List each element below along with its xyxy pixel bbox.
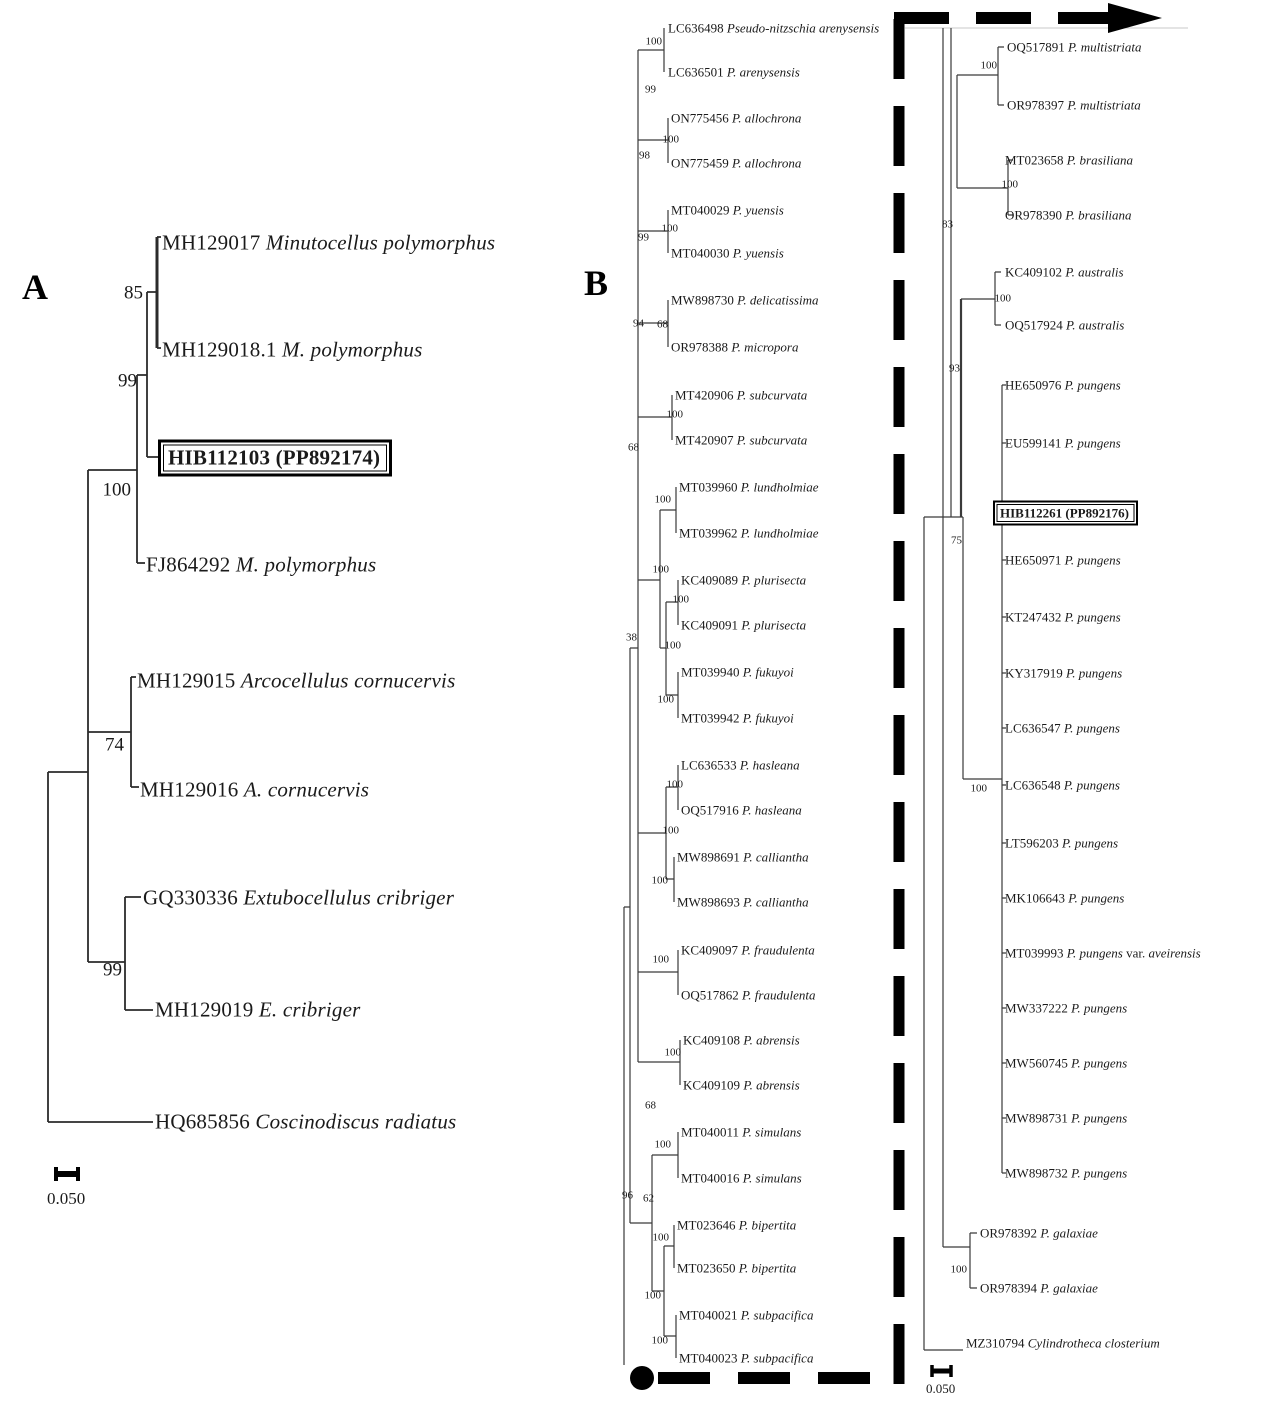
- taxon-label: [671, 112, 801, 125]
- species-name: P. pungens: [1066, 665, 1123, 681]
- accession-number: MK106643: [1005, 890, 1065, 906]
- accession-number: GQ330336: [143, 885, 238, 910]
- bootstrap-value: 100: [645, 35, 662, 48]
- taxon-label: [683, 1034, 800, 1047]
- taxon-label: [681, 574, 806, 587]
- accession-number: MT040023: [679, 1350, 738, 1366]
- taxon-label: [679, 481, 819, 494]
- taxon-label: [1005, 209, 1132, 222]
- accession-number: HQ685856: [155, 1109, 250, 1134]
- species-name: P. pungens: [1071, 1000, 1128, 1016]
- accession-number: MH129018.1: [162, 337, 277, 362]
- accession-number: MT039940: [681, 664, 740, 680]
- continuation-start-dot: [630, 1366, 654, 1390]
- taxon-label: [671, 341, 798, 354]
- taxon-label: [155, 997, 361, 1022]
- accession-number: LC636501: [668, 64, 724, 80]
- bootstrap-value: 100: [654, 493, 671, 506]
- taxon-label: [675, 389, 807, 402]
- accession-number: LT596203: [1005, 835, 1059, 851]
- taxon-label: [1005, 266, 1124, 279]
- accession-number: OQ517891: [1007, 39, 1065, 55]
- bootstrap-value: 100: [662, 133, 679, 146]
- bootstrap-value: 100: [664, 639, 681, 652]
- accession-number: MT040011: [681, 1124, 740, 1140]
- taxon-label: [1005, 1112, 1127, 1125]
- taxon-label: [675, 434, 807, 447]
- bootstrap-value: 38: [626, 631, 637, 644]
- accession-number: LC636547: [1005, 720, 1061, 736]
- accession-number: OQ517862: [681, 987, 739, 1003]
- accession-number: MT039942: [681, 710, 740, 726]
- species-name: P. pungens: [1066, 945, 1123, 961]
- species-name: P. lundholmiae: [740, 479, 819, 495]
- species-name: P. pungens: [1064, 609, 1121, 625]
- species-name: P. pungens: [1061, 835, 1119, 851]
- taxon-label: [677, 896, 809, 909]
- accession-number: MT420906: [675, 387, 734, 403]
- species-name: P. subpacifica: [740, 1350, 814, 1366]
- taxon-label: [146, 552, 377, 577]
- accession-number: KC409109: [683, 1077, 741, 1093]
- bootstrap-value: 100: [652, 953, 669, 966]
- bootstrap-value: 75: [951, 534, 962, 547]
- bootstrap-value: 100: [980, 59, 997, 72]
- species-name: P. pungens: [1064, 435, 1121, 451]
- bootstrap-value: 100: [666, 408, 683, 421]
- bootstrap-value: 94: [633, 317, 644, 330]
- panel-a-scale-label: 0.050: [47, 1189, 86, 1208]
- species-name: P. galaxiae: [1040, 1225, 1098, 1241]
- taxon-label: [1005, 554, 1121, 567]
- bootstrap-value: 100: [652, 1231, 669, 1244]
- species-name: P. plurisecta: [741, 617, 807, 633]
- species-name: A. cornucervis: [243, 777, 370, 802]
- accession-number: HE650971: [1005, 552, 1062, 568]
- panel-b-letter: B: [584, 263, 609, 303]
- accession-number: MW898730: [671, 292, 734, 308]
- accession-number: OR978397: [1007, 97, 1065, 113]
- bootstrap-value: 68: [645, 1099, 656, 1112]
- species-name: Pseudo-nitzschia arenysensis: [726, 20, 880, 36]
- bootstrap-value: 100: [657, 693, 674, 706]
- species-name: P. multistriata: [1068, 39, 1142, 55]
- species-name: P. plurisecta: [741, 572, 807, 588]
- taxon-label: [679, 1352, 813, 1365]
- bootstrap-value: 100: [651, 1334, 668, 1347]
- taxon-label: [681, 1126, 801, 1139]
- taxon-label: [1005, 379, 1121, 392]
- species-name: P. delicatissima: [737, 292, 819, 308]
- taxon-label: [162, 230, 496, 255]
- taxon-label: [980, 1227, 1098, 1240]
- taxon-label: [1005, 437, 1121, 450]
- taxon-label: [140, 777, 370, 802]
- species-name: P. fraudulenta: [741, 942, 815, 958]
- taxon-label: [1005, 1167, 1127, 1180]
- species-name: P. micropora: [731, 339, 799, 355]
- taxon-label: [1007, 41, 1141, 54]
- accession-number: LC636548: [1005, 777, 1061, 793]
- panel-b-scale-bar: [932, 1365, 951, 1377]
- accession-number: OQ517924: [1005, 317, 1063, 333]
- taxon-label: [671, 157, 801, 170]
- accession-number: MZ310794: [966, 1335, 1025, 1351]
- species-name: P. brasiliana: [1065, 207, 1132, 223]
- species-name: Extubocellulus cribriger: [243, 885, 455, 910]
- variety-connector-text: var.: [1126, 945, 1146, 961]
- taxon-label: [681, 666, 794, 679]
- taxon-label: [1005, 1057, 1127, 1070]
- taxon-label: [671, 247, 784, 260]
- species-name: Cylindrotheca closterium: [1027, 1335, 1160, 1351]
- bootstrap-value: 85: [124, 282, 143, 304]
- bootstrap-value: 100: [672, 593, 689, 606]
- accession-number: KY317919: [1005, 665, 1063, 681]
- taxon-label: [966, 1337, 1160, 1350]
- accession-number: MT420907: [675, 432, 734, 448]
- species-name: P. pungens: [1068, 890, 1125, 906]
- species-name: P. fraudulenta: [742, 987, 816, 1003]
- taxon-label: [681, 759, 800, 772]
- species-name: P. hasleana: [739, 757, 800, 773]
- bootstrap-value: 100: [666, 778, 683, 791]
- bootstrap-value: 99: [645, 83, 656, 96]
- accession-number: HIB112103 (PP892174): [168, 445, 381, 470]
- species-name: P. pungens: [1064, 377, 1121, 393]
- accession-number: KC409108: [683, 1032, 741, 1048]
- species-name: M. polymorphus: [282, 337, 423, 362]
- taxon-label: [1005, 611, 1121, 624]
- accession-number: MT023650: [677, 1260, 736, 1276]
- taxon-label: [671, 294, 818, 307]
- taxon-label: [679, 1309, 813, 1322]
- accession-number: MT040029: [671, 202, 730, 218]
- taxon-label: [681, 989, 815, 1002]
- taxon-label: [681, 1172, 802, 1185]
- species-name: P. australis: [1065, 264, 1124, 280]
- accession-number: MT039962: [679, 525, 738, 541]
- species-name: P. subpacifica: [740, 1307, 814, 1323]
- species-name: P. yuensis: [732, 202, 784, 218]
- species-name: P. galaxiae: [1040, 1280, 1098, 1296]
- accession-number: OR978392: [980, 1225, 1038, 1241]
- bootstrap-value: 99: [103, 959, 122, 981]
- bootstrap-value: 100: [1001, 178, 1018, 191]
- variety-connector: [1123, 946, 1149, 961]
- taxon-label: [162, 337, 423, 362]
- accession-number: MT023646: [677, 1217, 736, 1233]
- species-name: P. subcurvata: [736, 432, 808, 448]
- accession-number: HE650976: [1005, 377, 1062, 393]
- taxon-label: [155, 1109, 457, 1134]
- variety-name: aveirensis: [1148, 945, 1201, 961]
- species-name: P. fukuyoi: [742, 664, 794, 680]
- taxon-label: [677, 1262, 796, 1275]
- accession-number: OR978394: [980, 1280, 1038, 1296]
- taxon-label: [677, 1219, 796, 1232]
- highlighted-taxon-label: [993, 501, 1138, 526]
- bootstrap-value: 100: [102, 479, 131, 501]
- accession-number: HIB112261 (PP892176): [1000, 505, 1129, 521]
- accession-number: MW898732: [1005, 1165, 1068, 1181]
- taxon-label: [1005, 1002, 1127, 1015]
- accession-number: KC409097: [681, 942, 739, 958]
- taxon-label: [1007, 99, 1141, 112]
- accession-number: LC636533: [681, 757, 737, 773]
- taxon-label: [980, 1282, 1098, 1295]
- accession-number: MW898731: [1005, 1110, 1068, 1126]
- panel-a-letter: A: [22, 267, 48, 307]
- accession-number: MH129019: [155, 997, 254, 1022]
- accession-number: MT039993: [1005, 945, 1064, 961]
- species-name: P. simulans: [742, 1170, 802, 1186]
- accession-number: MH129016: [140, 777, 239, 802]
- species-name: P. pungens: [1071, 1165, 1128, 1181]
- species-name: P. lundholmiae: [740, 525, 819, 541]
- bootstrap-value: 62: [643, 1192, 654, 1205]
- species-name: P. subcurvata: [736, 387, 808, 403]
- taxon-label: [1005, 947, 1201, 960]
- species-name: P. pungens: [1064, 552, 1121, 568]
- species-name: P. hasleana: [742, 802, 802, 818]
- bootstrap-value: 74: [105, 734, 124, 756]
- taxon-label: [668, 66, 800, 79]
- accession-number: MT023658: [1005, 152, 1064, 168]
- species-name: E. cribriger: [258, 997, 361, 1022]
- species-name: P. bipertita: [738, 1260, 797, 1276]
- accession-number: OR978390: [1005, 207, 1063, 223]
- taxon-label: [668, 22, 879, 35]
- taxon-label: [679, 527, 819, 540]
- accession-number: FJ864292: [146, 552, 231, 577]
- bootstrap-value: 100: [970, 782, 987, 795]
- accession-number: EU599141: [1005, 435, 1062, 451]
- bootstrap-value: 100: [662, 824, 679, 837]
- taxon-label: [681, 804, 802, 817]
- bootstrap-value: 100: [664, 1046, 681, 1059]
- bootstrap-value: 100: [950, 1263, 967, 1276]
- species-name: P. allochrona: [732, 110, 802, 126]
- taxon-label: [1005, 667, 1122, 680]
- species-name: P. allochrona: [732, 155, 802, 171]
- species-name: Coscinodiscus radiatus: [255, 1109, 457, 1134]
- bootstrap-value: 100: [661, 222, 678, 235]
- species-name: P. arenysensis: [726, 64, 800, 80]
- taxon-label: [1005, 892, 1124, 905]
- bootstrap-value: 100: [994, 292, 1011, 305]
- bootstrap-value: 96: [622, 1189, 633, 1202]
- highlighted-taxon-label: [158, 440, 392, 477]
- bootstrap-value: 99: [118, 370, 137, 392]
- accession-number: ON775456: [671, 110, 729, 126]
- species-name: P. abrensis: [743, 1077, 800, 1093]
- accession-number: KC409089: [681, 572, 739, 588]
- accession-number: MT040016: [681, 1170, 740, 1186]
- species-name: M. polymorphus: [235, 552, 377, 577]
- accession-number: MT040030: [671, 245, 730, 261]
- accession-number: OR978388: [671, 339, 729, 355]
- species-name: P. simulans: [742, 1124, 802, 1140]
- accession-number: MW337222: [1005, 1000, 1068, 1016]
- bootstrap-value: 68: [657, 318, 668, 331]
- species-name: P. multistriata: [1067, 97, 1141, 113]
- bootstrap-value: 83: [942, 218, 953, 231]
- panel-a-scale-bar: [56, 1167, 78, 1181]
- taxon-label: [1005, 837, 1118, 850]
- taxon-label: [1005, 154, 1133, 167]
- taxon-label: [681, 619, 806, 632]
- species-name: P. pungens: [1063, 720, 1120, 736]
- bootstrap-value: 100: [651, 874, 668, 887]
- taxon-label: [1005, 779, 1120, 792]
- species-name: P. bipertita: [738, 1217, 797, 1233]
- species-name: P. pungens: [1071, 1110, 1128, 1126]
- species-name: Arcocellulus cornucervis: [240, 668, 456, 693]
- species-name: P. pungens: [1071, 1055, 1128, 1071]
- species-name: P. calliantha: [743, 894, 809, 910]
- accession-number: MW898693: [677, 894, 740, 910]
- taxon-label: [671, 204, 784, 217]
- accession-number: ON775459: [671, 155, 729, 171]
- taxon-label: [1005, 319, 1124, 332]
- taxon-label: [681, 944, 815, 957]
- taxon-label: [137, 668, 456, 693]
- taxon-label: [681, 712, 794, 725]
- accession-number: MT039960: [679, 479, 738, 495]
- bootstrap-value: 99: [638, 231, 649, 244]
- accession-number: MW560745: [1005, 1055, 1068, 1071]
- bootstrap-value: 100: [644, 1289, 661, 1302]
- accession-number: MT040021: [679, 1307, 738, 1323]
- accession-number: MW898691: [677, 849, 740, 865]
- accession-number: MH129015: [137, 668, 236, 693]
- taxon-label: [683, 1079, 800, 1092]
- taxon-label: [677, 851, 809, 864]
- taxon-label: [143, 885, 455, 910]
- bootstrap-value: 68: [628, 441, 639, 454]
- bootstrap-value: 93: [949, 362, 960, 375]
- panel-b-scale-label: 0.050: [926, 1381, 956, 1396]
- species-name: P. calliantha: [743, 849, 809, 865]
- accession-number: OQ517916: [681, 802, 739, 818]
- accession-number: KC409102: [1005, 264, 1063, 280]
- accession-number: MH129017: [162, 230, 261, 255]
- species-name: P. brasiliana: [1066, 152, 1133, 168]
- accession-number: KC409091: [681, 617, 739, 633]
- species-name: P. pungens: [1063, 777, 1120, 793]
- accession-number: LC636498: [668, 20, 724, 36]
- species-name: Minutocellus polymorphus: [265, 230, 496, 255]
- species-name: P. abrensis: [743, 1032, 800, 1048]
- species-name: P. fukuyoi: [742, 710, 794, 726]
- bootstrap-value: 98: [639, 149, 650, 162]
- accession-number: KT247432: [1005, 609, 1062, 625]
- bootstrap-value: 100: [652, 563, 669, 576]
- taxon-label: [1005, 722, 1120, 735]
- species-name: P. yuensis: [732, 245, 784, 261]
- species-name: P. australis: [1066, 317, 1125, 333]
- bootstrap-value: 100: [654, 1138, 671, 1151]
